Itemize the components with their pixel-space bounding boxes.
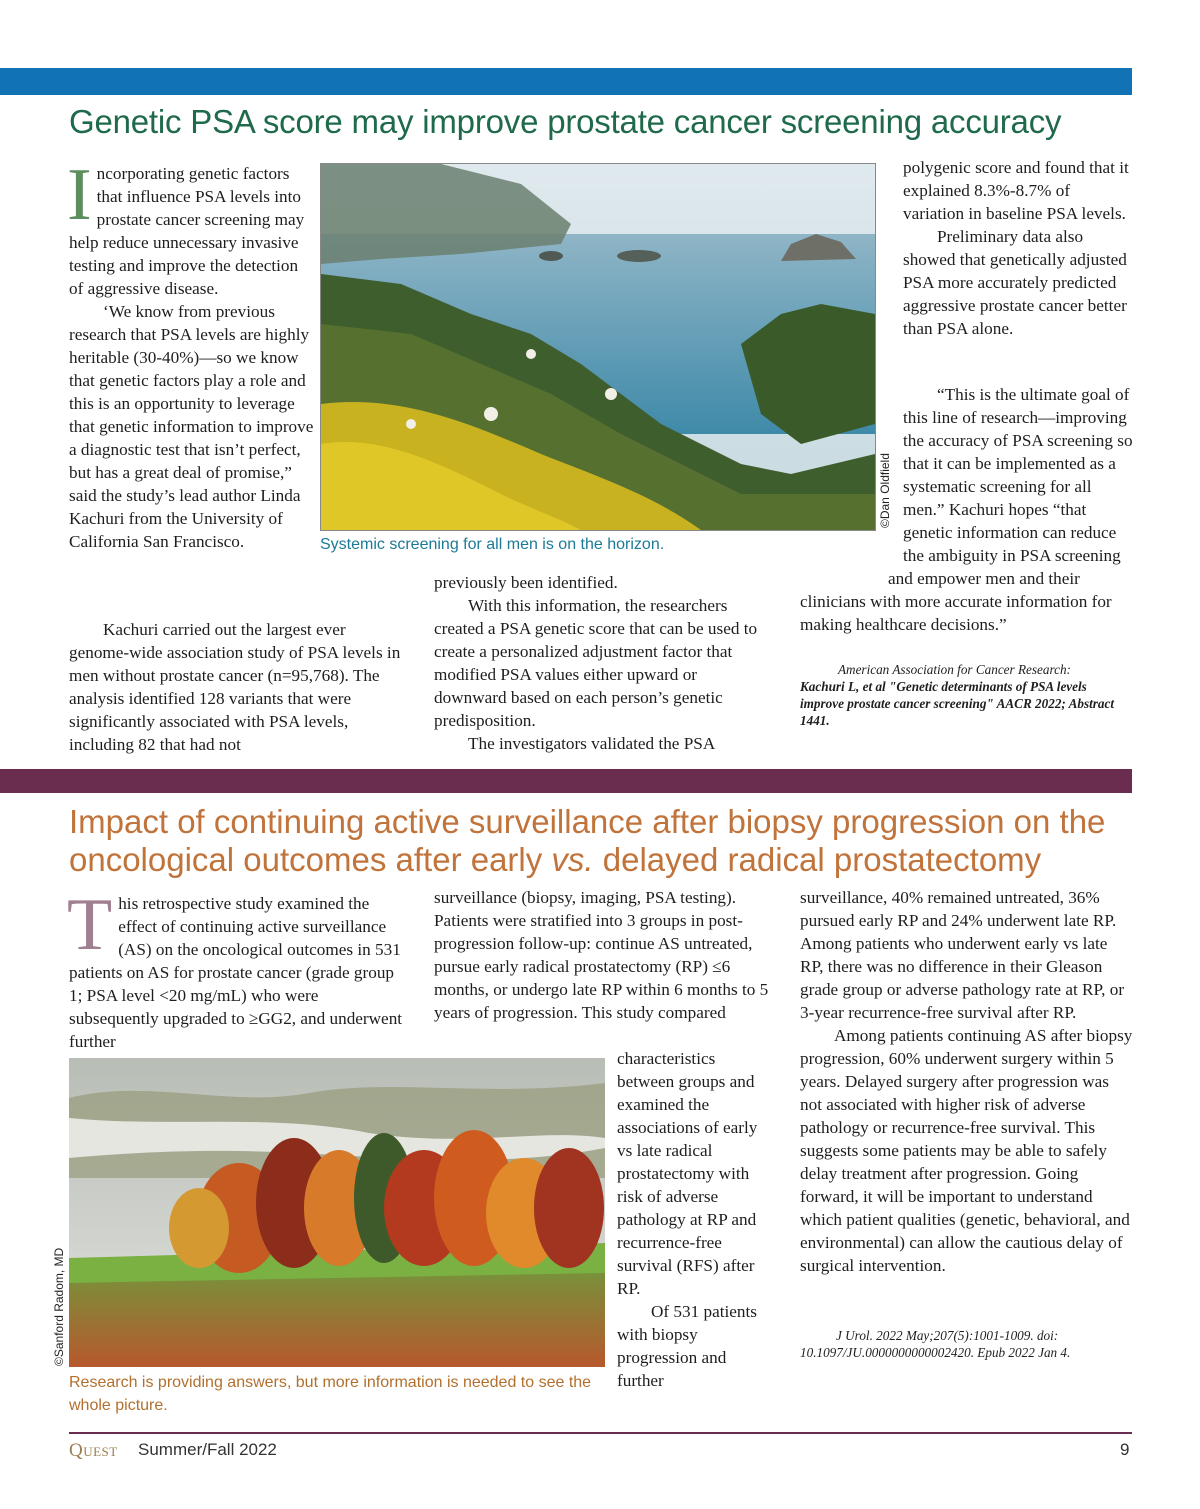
footer-magazine-name: Quest: [69, 1440, 118, 1461]
article1-column2: [434, 571, 769, 755]
article1-col3-paragraph2: Preliminary data also showed that genetically adjusted PSA more accurately predicted aggressive prostate cancer better than PSA alone.: [903, 227, 1127, 338]
article2-intro: his retrospective study examined the effect of continuing active surveillance (AS) on the oncological outcomes in 531 patients on AS for prostate cancer (grade group 1; PSA level <20 mg/mL) who were subsequently upgraded to ≥GG2, and underwent further: [69, 894, 403, 1051]
article1-col3-paragraph1: polygenic score and found that it explained 8.3%-8.7% of variation in baseline PSA levels.: [903, 158, 1129, 223]
article2-headline: [69, 803, 1139, 879]
article1-col2-paragraph3: The investigators validated the PSA: [468, 734, 716, 753]
article2-column2: [434, 886, 769, 1024]
page-number: 9: [1120, 1440, 1130, 1459]
article1-quote-paragraph: ‘We know from previous research that PSA levels are highly heritable (30-40%)—so we know that genetic factors play a role and this is an opportunity to leverage that genetic information to improve a diagnostic test that isn’t perfect, but has a great deal of promise,” said the study’s lead author Linda Kachuri from the University of California San Francisco.: [69, 302, 314, 551]
article1-col2-paragraph2: With this information, the researchers created a PSA genetic score that can be used to create a personalized adjustment factor that modified PSA values either upward or downward based on each person’s genetic predisposition.: [434, 596, 758, 730]
article2-citation: J Urol. 2022 May;207(5):1001-1009. doi: 10.1097/JU.0000000000002420. Epub 2022 Jan 4.: [800, 1328, 1071, 1360]
article2-column2-lower: [617, 1047, 772, 1392]
article2-headline-part2: delayed radical prostatectomy: [593, 841, 1042, 878]
article2-headline-part1: Impact of continuing active surveillance after biopsy progression on the oncological outcomes after early: [69, 803, 1106, 878]
footer-divider: [69, 1432, 1132, 1434]
article2-col3-paragraph1: surveillance, 40% remained untreated, 36% pursued early RP and 24% underwent late RP. Among patients who underwent early vs late RP, there was no difference in their Gleason grade group or adverse pathology rate at RP, or 3-year recurrence-free survival after RP.: [800, 888, 1125, 1022]
article1-citation-reference: Kachuri L, et al "Genetic determinants of PSA levels improve prostate cancer screening" AACR 2022; Abstract 1441.: [800, 679, 1115, 728]
article2-headline-vs: vs.: [551, 841, 594, 878]
article1-column1: [67, 154, 314, 553]
top-blue-bar: [0, 68, 1132, 95]
article1-dropcap: I: [67, 154, 92, 236]
article1-photo-caption: Systemic screening for all men is on the horizon.: [320, 536, 665, 553]
article2-photo-credit: ©Sanford Radom, MD: [52, 1247, 66, 1366]
autumn-forest-photo: [69, 1058, 605, 1367]
article2-column1: [67, 884, 404, 1053]
article1-photo-credit: ©Dan Oldfield: [878, 453, 892, 528]
article1-intro: ncorporating genetic factors that influence PSA levels into prostate cancer screening may help reduce unnecessary invasive testing and improve the detection of aggressive disease.: [69, 164, 305, 298]
article1-col2-paragraph1: previously been identified.: [434, 573, 618, 592]
article2-column3: [800, 886, 1133, 1277]
autumn-forest-photo-art: [69, 1058, 605, 1367]
article1-column3-lower: [800, 383, 1133, 636]
article1-headline: Genetic PSA score may improve prostate cancer screening accuracy: [69, 103, 1062, 140]
article2-photo-caption: Research is providing answers, but more information is needed to see the whole picture.: [69, 1374, 592, 1414]
article1-column1-lower: [69, 618, 404, 756]
coastal-photo-art: [321, 164, 875, 530]
article2-col2-text: surveillance (biopsy, imaging, PSA testing). Patients were stratified into 3 groups in post-progression follow-up: continue AS untreated, pursue early radical prostatectomy (RP) ≤6 months, or undergo late RP within 6 months to 5 years of progression. This study compared: [434, 888, 769, 1022]
coastal-photo: [320, 163, 876, 531]
article2-dropcap: T: [67, 884, 113, 966]
article1-paragraph3: Kachuri carried out the largest ever genome-wide association study of PSA levels in men without prostate cancer (n=95,768). The analysis identified 128 variants that were significantly associated with PSA levels, including 82 that had not: [69, 620, 401, 754]
article1-citation: [800, 661, 1133, 729]
article1-column3: [903, 156, 1133, 340]
article1-citation-source: American Association for Cancer Research:: [838, 662, 1071, 677]
article2-col2-paragraph3: Of 531 patients with biopsy progression and further: [617, 1302, 757, 1390]
article1-col3-paragraph3: “This is the ultimate goal of this line of research—improving the accuracy of PSA screening so that it can be implemented as a systematic screening for all men.” Kachuri hopes “that genetic information can reduce the ambiguity in PSA screening and empower men and their clinicians with more accurate information for making healthcare decisions.”: [800, 385, 1133, 634]
plum-divider-bar: [0, 769, 1132, 793]
article2-col2-paragraph2: characteristics between groups and examined the associations of early vs late radical prostatectomy with risk of adverse pathology at RP and recurrence-free survival (RFS) after RP.: [617, 1049, 758, 1298]
article2-col3-paragraph2: Among patients continuing AS after biopsy progression, 60% underwent surgery within 5 years. Delayed surgery after progression was not associated with higher risk of adverse pathology or recurrence-free survival. This suggests some patients may be able to safely delay treatment after progression. Going forward, it will be important to understand which patient qualities (genetic, behavioral, and environmental) can allow the cautious delay of surgical intervention.: [800, 1026, 1133, 1275]
footer-issue: Summer/Fall 2022: [138, 1440, 277, 1459]
